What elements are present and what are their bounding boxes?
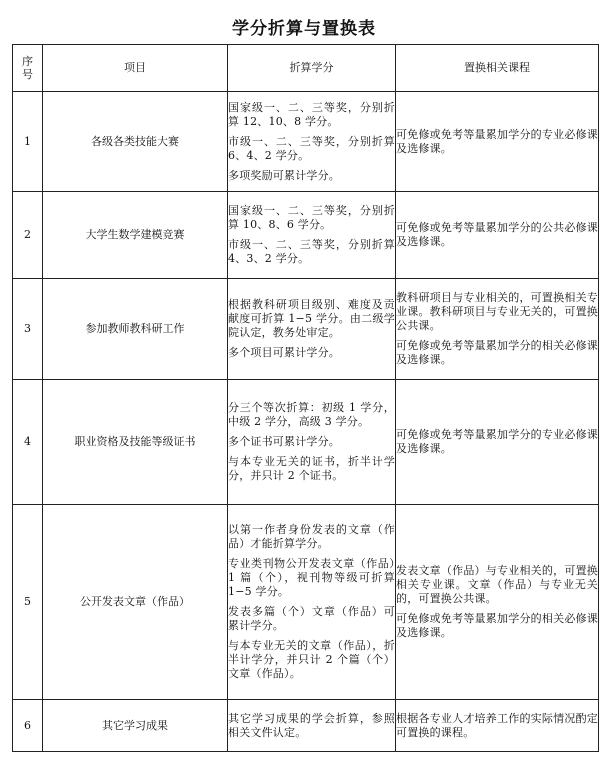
- row-seq: 3: [13, 279, 43, 380]
- credit-paragraph: 市级一、二、三等奖，分别折算 6、4、2 学分。: [228, 134, 395, 162]
- row-replace: [396, 505, 599, 700]
- header-replace: 置换相关课程: [396, 45, 599, 92]
- row-seq: 5: [13, 505, 43, 700]
- header-seq: [13, 45, 43, 92]
- row-item: 参加教师教科研工作: [43, 279, 228, 380]
- row-item: 职业资格及技能等级证书: [43, 380, 228, 505]
- table-row: [13, 279, 599, 380]
- header-seq-label: 序 号: [22, 55, 33, 81]
- row-credit: [228, 192, 396, 279]
- row-replace: [396, 92, 599, 192]
- row-item: 大学生数学建模竞赛: [43, 192, 228, 279]
- replace-paragraph: 发表文章（作品）与专业相关的，可置换相关专业课。文章（作品）与专业无关的，可置换公共课。: [396, 564, 598, 605]
- credit-paragraph: 多项奖励可累计学分。: [228, 168, 340, 182]
- table-row: [13, 505, 599, 700]
- table-row: [13, 700, 599, 752]
- row-replace: [396, 192, 599, 279]
- credit-paragraph: 分三个等次折算：初级 1 学分，中级 2 学分，高级 3 学分。: [228, 401, 395, 428]
- row-seq: 4: [13, 380, 43, 505]
- replace-paragraph: 可免修或免考等量累加学分的公共必修课及选修课。: [396, 221, 598, 248]
- header-credit: 折算学分: [228, 45, 396, 92]
- row-item: 其它学习成果: [43, 700, 228, 752]
- row-replace: [396, 700, 599, 752]
- credit-paragraph: 发表多篇（个）文章（作品）可累计学分。: [228, 605, 395, 632]
- replace-paragraph: 可免修或免考等量累加学分的专业必修课及选修课。: [396, 127, 598, 155]
- credit-paragraph: 与本专业无关的文章（作品），折半计学分，并只计 2 个篇（个）文章（作品）。: [228, 639, 395, 680]
- table-row: [13, 92, 599, 192]
- row-replace: [396, 380, 599, 505]
- row-credit: [228, 505, 396, 700]
- credit-paragraph: 与本专业无关的证书，折半计学分，并只计 2 个证书。: [228, 455, 395, 482]
- credit-paragraph: 其它学习成果的学会折算，参照相关文件认定。: [228, 711, 395, 739]
- credit-paragraph: 市级一、二、三等奖，分别折算 4、3、2 学分。: [228, 238, 395, 265]
- credit-paragraph: 以第一作者身份发表的文章（作品）才能折算学分。: [228, 523, 395, 550]
- replace-paragraph: 可免修或免考等量累加学分的相关必修课及选修课。: [396, 612, 598, 639]
- table-title: 学分折算与置换表: [232, 19, 376, 39]
- table-row: [13, 380, 599, 505]
- credit-paragraph: 多个证书可累计学分。: [228, 435, 340, 448]
- row-credit: [228, 279, 396, 380]
- credit-paragraph: 国家级一、二、三等奖，分别折算 12、10、8 学分。: [228, 100, 395, 128]
- replace-paragraph: 可免修或免考等量累加学分的相关必修课及选修课。: [396, 339, 598, 366]
- credit-paragraph: 多个项目可累计学分。: [228, 346, 340, 359]
- credit-paragraph: 国家级一、二、三等奖，分别折算 10、8、6 学分。: [228, 204, 395, 231]
- row-credit: [228, 380, 396, 505]
- credit-replacement-table: [12, 44, 599, 752]
- credit-paragraph: 根据教科研项目级别、难度及贡献度可折算 1−5 学分。由二级学院认定，教务处审定。: [228, 298, 395, 339]
- row-credit: [228, 700, 396, 752]
- header-item: 项目: [43, 45, 228, 92]
- row-item: 各级各类技能大赛: [43, 92, 228, 192]
- replace-paragraph: 可免修或免考等量累加学分的专业必修课及选修课。: [396, 428, 598, 455]
- row-replace: [396, 279, 599, 380]
- row-seq: 1: [13, 92, 43, 192]
- credit-paragraph: 专业类刊物公开发表文章（作品）1 篇（个），视刊物等级可折算 1−5 学分。: [228, 557, 395, 598]
- row-seq: 6: [13, 700, 43, 752]
- row-credit: [228, 92, 396, 192]
- replace-paragraph: 根据各专业人才培养工作的实际情况酌定可置换的课程。: [396, 711, 598, 739]
- table-row: [13, 192, 599, 279]
- row-seq: 2: [13, 192, 43, 279]
- header-row: [13, 45, 599, 92]
- row-item: 公开发表文章（作品）: [43, 505, 228, 700]
- replace-paragraph: 教科研项目与专业相关的，可置换相关专业课。教科研项目与专业无关的，可置换公共课。: [396, 291, 598, 332]
